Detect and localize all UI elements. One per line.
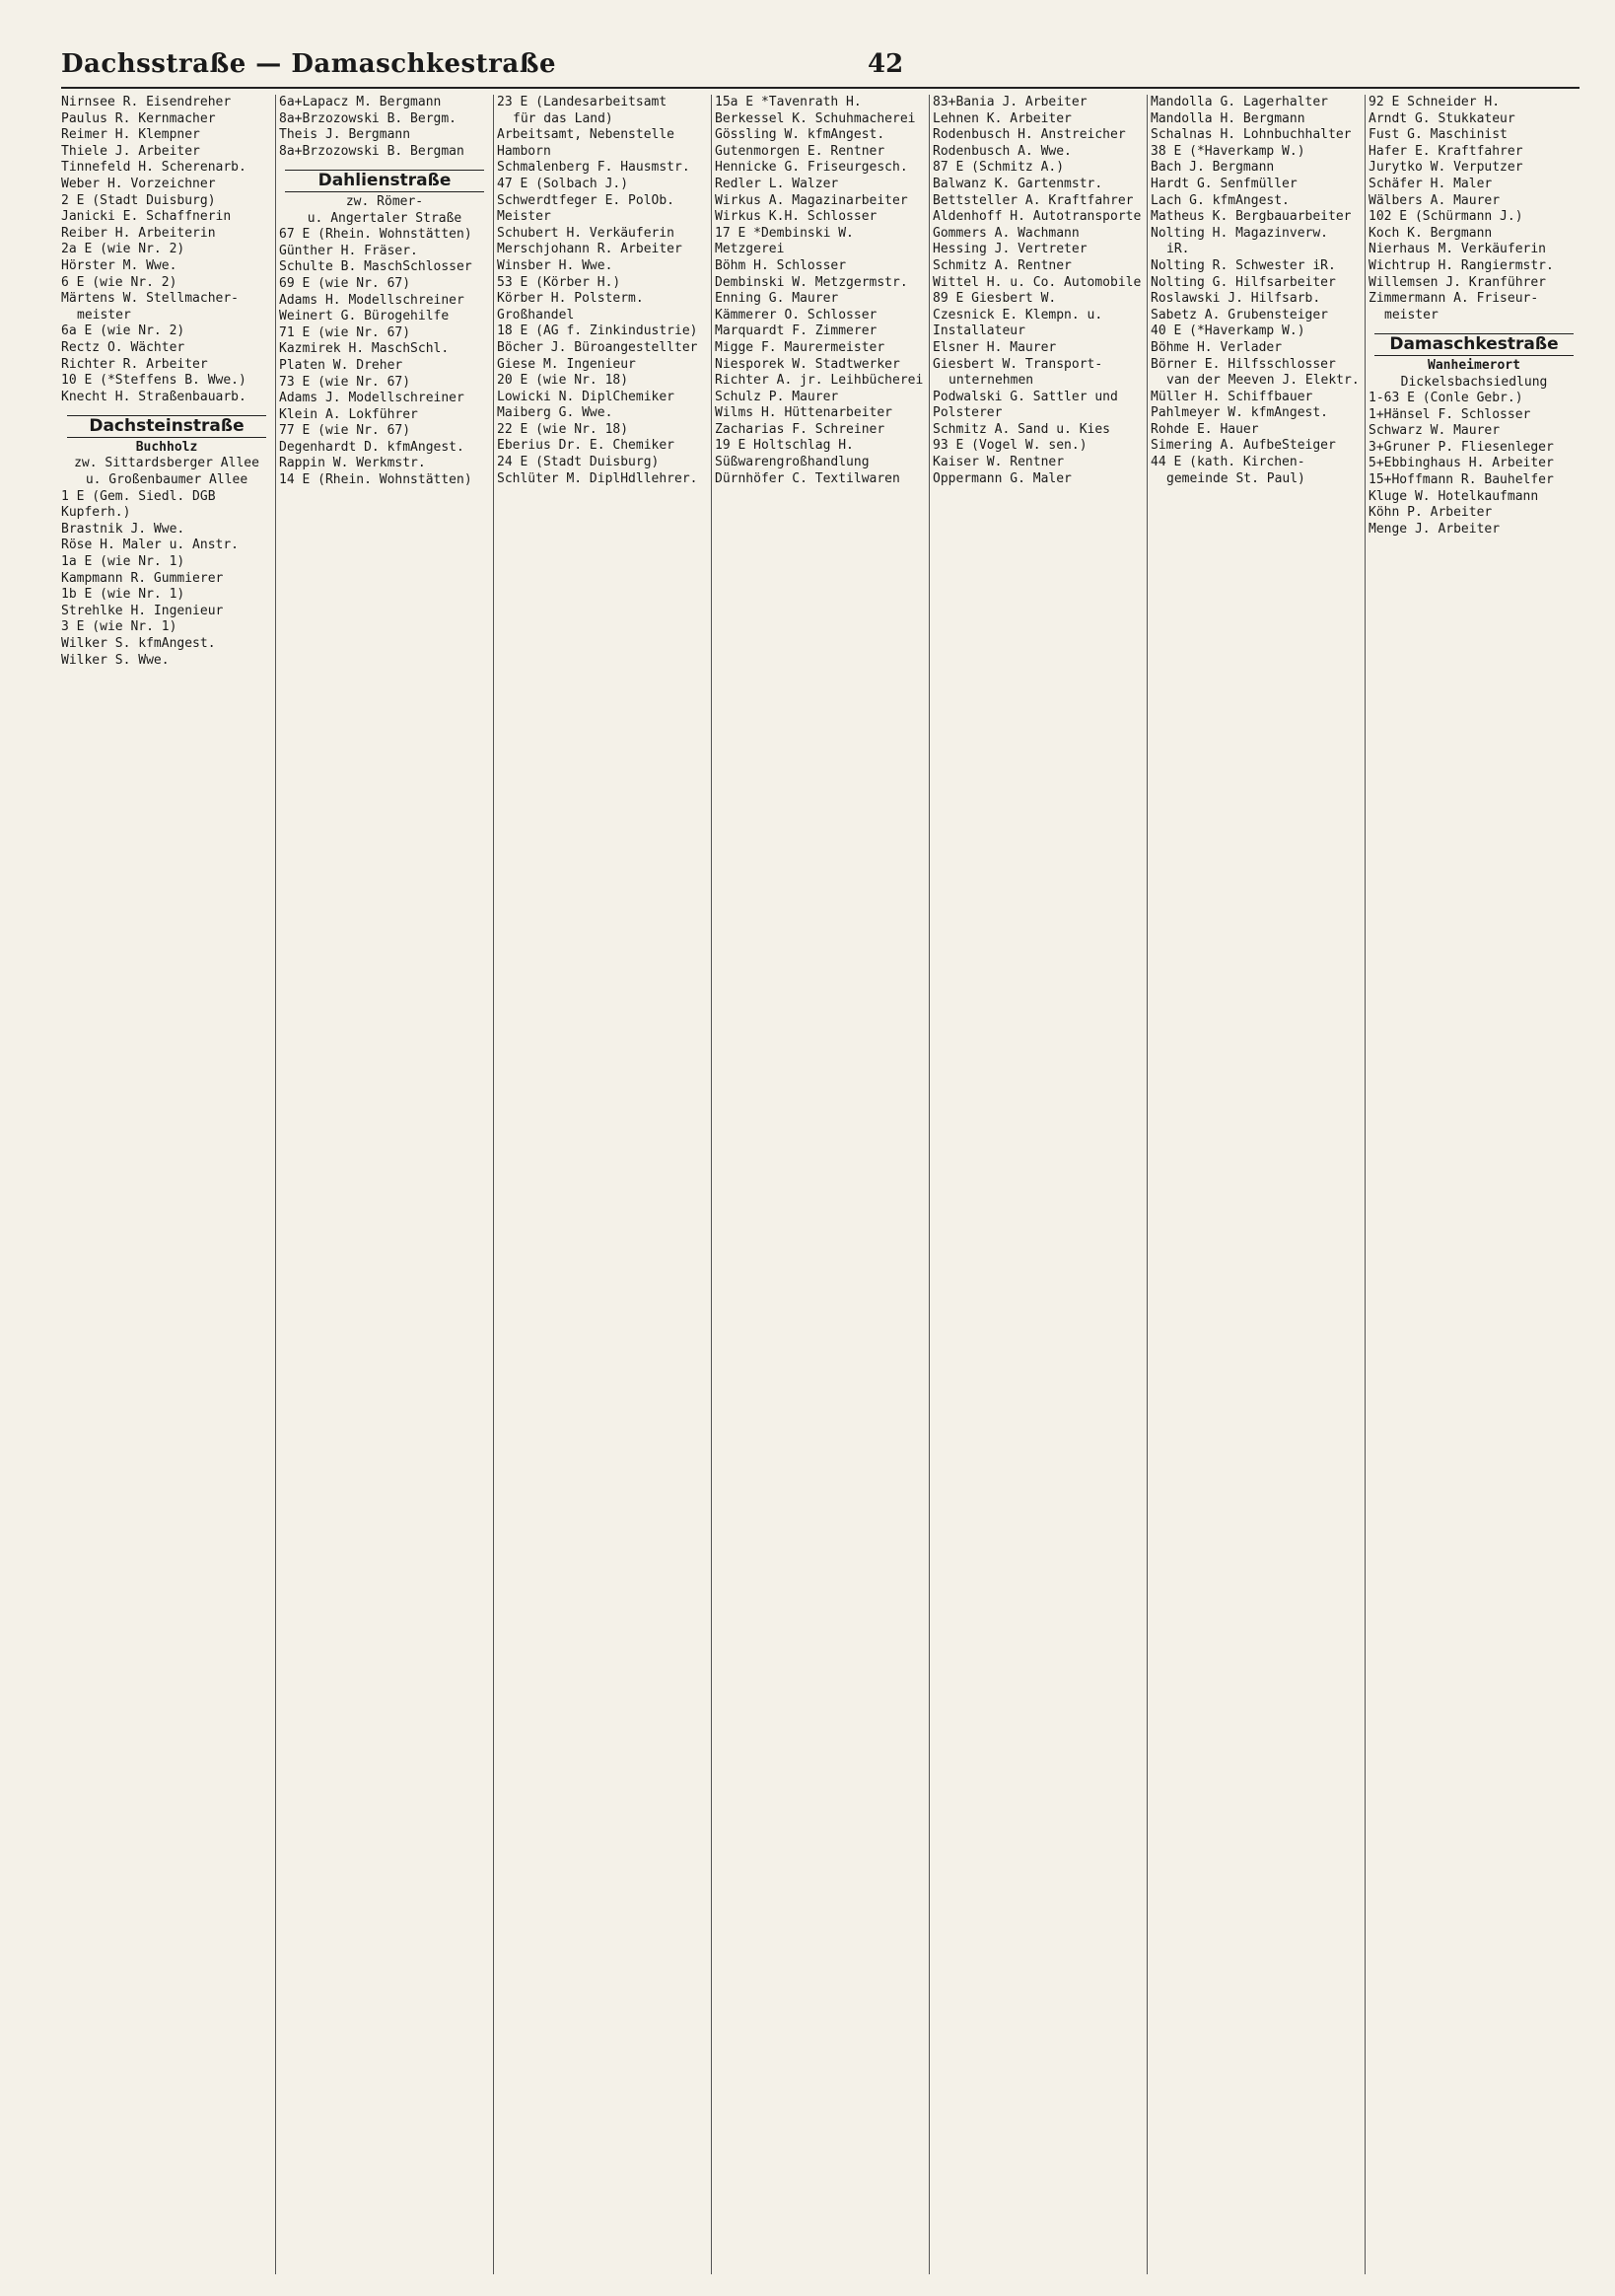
directory-column-7 bbox=[1369, 95, 1580, 2274]
directory-entry: 71 E (wie Nr. 67) bbox=[279, 324, 411, 340]
directory-entry: Nolting H. Magazinverw. bbox=[1151, 225, 1329, 241]
directory-entry: Rodenbusch H. Anstreicher bbox=[933, 127, 1126, 143]
directory-entry: 17 E *Dembinski W. bbox=[715, 225, 854, 241]
directory-entry: Thiele J. Arbeiter bbox=[61, 143, 200, 159]
directory-entry: Czesnick E. Klempn. u. bbox=[933, 307, 1103, 323]
directory-entry: 3 E (wie Nr. 1) bbox=[61, 619, 177, 635]
directory-column-3 bbox=[497, 95, 708, 2274]
directory-entry: Reimer H. Klempner bbox=[61, 127, 200, 143]
directory-entry: Schwarz W. Maurer bbox=[1369, 423, 1501, 439]
directory-entry: 24 E (Stadt Duisburg) bbox=[497, 455, 660, 470]
directory-entry: 87 E (Schmitz A.) bbox=[933, 160, 1065, 176]
page-title: Dachsstraße — Damaschkestraße bbox=[61, 49, 557, 79]
directory-entry: Richter A. jr. Leihbücherei bbox=[715, 373, 924, 389]
directory-entry: Winsber H. Wwe. bbox=[497, 257, 613, 273]
directory-entry: Rohde E. Hauer bbox=[1151, 421, 1259, 437]
directory-entry: Enning G. Maurer bbox=[715, 291, 839, 307]
directory-entry: Richter R. Arbeiter bbox=[61, 356, 208, 372]
page-header bbox=[61, 49, 1580, 83]
directory-entry: Knecht H. Straßenbauarb. bbox=[61, 389, 246, 404]
directory-entry: Schmalenberg F. Hausmstr. bbox=[497, 160, 690, 176]
directory-entry: 19 E Holtschlag H. bbox=[715, 438, 854, 454]
directory-entry: Wälbers A. Maurer bbox=[1369, 192, 1501, 208]
directory-entry: 5+Ebbinghaus H. Arbeiter bbox=[1369, 456, 1554, 471]
directory-entry: Wirkus K.H. Schlosser bbox=[715, 209, 878, 225]
location-note: u. Angertaler Straße bbox=[307, 210, 462, 226]
directory-entry: Nierhaus M. Verkäuferin bbox=[1369, 242, 1547, 257]
directory-entry: Marquardt F. Zimmerer bbox=[715, 323, 878, 339]
directory-entry: Janicki E. Schaffnerin bbox=[61, 209, 232, 225]
directory-entry: Paulus R. Kernmacher bbox=[61, 110, 216, 126]
directory-entry: Weber H. Vorzeichner bbox=[61, 176, 216, 191]
directory-entry: Dürnhöfer C. Textilwaren bbox=[715, 470, 900, 486]
directory-entry: 2 E (Stadt Duisburg) bbox=[61, 192, 216, 208]
directory-entry: Kazmirek H. MaschSchl. bbox=[279, 341, 450, 357]
directory-entry: 40 E (*Haverkamp W.) bbox=[1151, 323, 1305, 339]
directory-entry: 44 E (kath. Kirchen- bbox=[1151, 455, 1305, 470]
directory-entry: Hessing J. Vertreter bbox=[933, 242, 1088, 257]
directory-entry: Hamborn bbox=[497, 143, 551, 159]
directory-entry: 23 E (Landesarbeitsamt bbox=[497, 95, 667, 109]
directory-entry: für das Land) bbox=[513, 110, 613, 126]
directory-entry: 8a+Brzozowski B. Bergm. bbox=[279, 110, 457, 126]
column-divider bbox=[275, 95, 276, 2274]
directory-entry: 6a E (wie Nr. 2) bbox=[61, 323, 185, 339]
directory-entry: 20 E (wie Nr. 18) bbox=[497, 373, 629, 389]
directory-entry: Roslawski J. Hilfsarb. bbox=[1151, 291, 1321, 307]
directory-entry: 102 E (Schürmann J.) bbox=[1369, 209, 1523, 225]
directory-entry: Balwanz K. Gartenmstr. bbox=[933, 176, 1103, 191]
directory-entry: Pahlmeyer W. kfmAngest. bbox=[1151, 405, 1329, 421]
directory-entry: iR. bbox=[1166, 242, 1190, 257]
directory-entry: Tinnefeld H. Scherenarb. bbox=[61, 160, 246, 176]
header-rule bbox=[61, 87, 1580, 89]
directory-entry: Schlüter M. DiplHdllehrer. bbox=[497, 470, 698, 486]
directory-entry: Berkessel K. Schuhmacherei bbox=[715, 110, 916, 126]
directory-entry: Müller H. Schiffbauer bbox=[1151, 389, 1313, 404]
directory-entry: Adams H. Modellschreiner bbox=[279, 292, 464, 308]
directory-entry: Gössling W. kfmAngest. bbox=[715, 127, 885, 143]
directory-entry: Hennicke G. Friseurgesch. bbox=[715, 160, 908, 176]
directory-entry: Gutenmorgen E. Rentner bbox=[715, 143, 885, 159]
directory-entry: 22 E (wie Nr. 18) bbox=[497, 421, 629, 437]
location-note: u. Großenbaumer Allee bbox=[85, 472, 248, 488]
directory-entry: Hardt G. Senfmüller bbox=[1151, 176, 1298, 191]
directory-entry: Köhn P. Arbeiter bbox=[1369, 505, 1493, 521]
directory-entry: 53 E (Körber H.) bbox=[497, 274, 621, 290]
directory-entry: Schmitz A. Rentner bbox=[933, 257, 1072, 273]
directory-entry: 73 E (wie Nr. 67) bbox=[279, 374, 411, 390]
directory-entry: Großhandel bbox=[497, 307, 575, 323]
directory-entry: Schulz P. Maurer bbox=[715, 389, 839, 404]
directory-column-1 bbox=[61, 95, 272, 2274]
directory-entry: Niesporek W. Stadtwerker bbox=[715, 356, 900, 372]
directory-entry: meister bbox=[77, 307, 131, 323]
directory-entry: meister bbox=[1384, 307, 1439, 323]
directory-entry: Elsner H. Maurer bbox=[933, 339, 1057, 355]
column-divider bbox=[1147, 95, 1148, 2274]
directory-entry: Wilker S. Wwe. bbox=[61, 652, 170, 668]
directory-entry: Dembinski W. Metzgermstr. bbox=[715, 274, 908, 290]
directory-entry: Redler L. Walzer bbox=[715, 176, 839, 191]
directory-entry: Schalnas H. Lohnbuchhalter bbox=[1151, 127, 1352, 143]
directory-entry: Lehnen K. Arbeiter bbox=[933, 110, 1072, 126]
directory-entry: Degenhardt D. kfmAngest. bbox=[279, 439, 464, 455]
directory-entry: Theis J. Bergmann bbox=[279, 127, 411, 143]
directory-entry: Rodenbusch A. Wwe. bbox=[933, 143, 1072, 159]
directory-entry: Schubert H. Verkäuferin bbox=[497, 225, 675, 241]
directory-entry: Börner E. Hilfsschlosser bbox=[1151, 356, 1336, 372]
directory-entry: Lowicki N. DiplChemiker bbox=[497, 389, 675, 404]
directory-entry: Gommers A. Wachmann bbox=[933, 225, 1080, 241]
directory-entry: Oppermann G. Maler bbox=[933, 470, 1072, 486]
directory-entry: Maiberg G. Wwe. bbox=[497, 405, 613, 421]
directory-entry: Merschjohann R. Arbeiter bbox=[497, 242, 682, 257]
directory-entry: Mandolla H. Bergmann bbox=[1151, 110, 1305, 126]
directory-entry: Böhme H. Verlader bbox=[1151, 339, 1283, 355]
directory-column-4 bbox=[715, 95, 926, 2274]
directory-entry: 69 E (wie Nr. 67) bbox=[279, 275, 411, 291]
directory-entry: Schmitz A. Sand u. Kies bbox=[933, 421, 1111, 437]
district-label: Wanheimerort bbox=[1428, 357, 1520, 373]
directory-entry: Arbeitsamt, Nebenstelle bbox=[497, 127, 675, 143]
directory-entry: 2a E (wie Nr. 2) bbox=[61, 242, 185, 257]
directory-entry: Süßwarengroßhandlung bbox=[715, 455, 870, 470]
column-divider bbox=[929, 95, 930, 2274]
directory-entry: Wittel H. u. Co. Automobile bbox=[933, 274, 1142, 290]
directory-entry: Kaiser W. Rentner bbox=[933, 455, 1065, 470]
directory-entry: Sabetz A. Grubensteiger bbox=[1151, 307, 1329, 323]
location-note: zw. Römer- bbox=[345, 193, 424, 209]
directory-entry: Böhm H. Schlosser bbox=[715, 257, 847, 273]
directory-entry: Weinert G. Bürogehilfe bbox=[279, 309, 450, 324]
directory-entry: Klein A. Lokführer bbox=[279, 406, 418, 422]
directory-entry: Metzgerei bbox=[715, 242, 785, 257]
column-divider bbox=[493, 95, 494, 2274]
directory-entry: Märtens W. Stellmacher- bbox=[61, 291, 240, 307]
directory-entry: 1-63 E (Conle Gebr.) bbox=[1369, 391, 1523, 406]
directory-entry: 67 E (Rhein. Wohnstätten) bbox=[279, 227, 472, 243]
directory-entry: Körber H. Polsterm. bbox=[497, 291, 644, 307]
directory-entry: Wirkus A. Magazinarbeiter bbox=[715, 192, 908, 208]
directory-entry: Adams J. Modellschreiner bbox=[279, 391, 464, 406]
directory-entry: 15a E *Tavenrath H. bbox=[715, 95, 862, 109]
directory-entry: Mandolla G. Lagerhalter bbox=[1151, 95, 1329, 109]
directory-entry: unternehmen bbox=[948, 373, 1034, 389]
directory-entry: Platen W. Dreher bbox=[279, 357, 403, 373]
directory-column-2 bbox=[279, 95, 490, 2274]
column-divider bbox=[1365, 95, 1366, 2274]
directory-entry: Lach G. kfmAngest. bbox=[1151, 192, 1290, 208]
directory-entry: Nirnsee R. Eisendreher bbox=[61, 95, 232, 109]
directory-entry: 8a+Brzozowski B. Bergman bbox=[279, 143, 464, 159]
location-note: zw. Sittardsberger Allee bbox=[74, 456, 259, 471]
district-label: Buchholz bbox=[135, 439, 198, 455]
directory-entry: Kämmerer O. Schlosser bbox=[715, 307, 878, 323]
directory-entry: Arndt G. Stukkateur bbox=[1369, 110, 1515, 126]
directory-entry: Installateur bbox=[933, 323, 1025, 339]
directory-entry: 6a+Lapacz M. Bergmann bbox=[279, 95, 442, 109]
directory-entry: Schäfer H. Maler bbox=[1369, 176, 1493, 191]
directory-entry: Migge F. Maurermeister bbox=[715, 339, 885, 355]
directory-entry: Podwalski G. Sattler und bbox=[933, 389, 1118, 404]
directory-entry: Brastnik J. Wwe. bbox=[61, 521, 185, 537]
directory-entry: Schwerdtfeger E. PolOb. bbox=[497, 192, 675, 208]
directory-entry: Günther H. Fräser. bbox=[279, 243, 418, 258]
directory-entry: Wilms H. Hüttenarbeiter bbox=[715, 405, 893, 421]
directory-column-5 bbox=[933, 95, 1144, 2274]
directory-entry: 10 E (*Steffens B. Wwe.) bbox=[61, 373, 246, 389]
directory-entry: Bettsteller A. Kraftfahrer bbox=[933, 192, 1134, 208]
location-note: Dickelsbachsiedlung bbox=[1400, 374, 1548, 390]
directory-entry: 89 E Giesbert W. bbox=[933, 291, 1057, 307]
directory-entry: Giese M. Ingenieur bbox=[497, 356, 636, 372]
directory-entry: 47 E (Solbach J.) bbox=[497, 176, 629, 191]
directory-entry: Nolting R. Schwester iR. bbox=[1151, 257, 1336, 273]
directory-entry: 77 E (wie Nr. 67) bbox=[279, 423, 411, 439]
directory-entry: Bach J. Bergmann bbox=[1151, 160, 1275, 176]
directory-entry: Zimmermann A. Friseur- bbox=[1369, 291, 1539, 307]
directory-entry: Kupferh.) bbox=[61, 505, 131, 521]
directory-entry: gemeinde St. Paul) bbox=[1166, 470, 1305, 486]
page-number: 42 bbox=[868, 49, 904, 79]
directory-entry: Rappin W. Werkmstr. bbox=[279, 456, 426, 471]
directory-entry: Polsterer bbox=[933, 405, 1003, 421]
directory-entry: van der Meeven J. Elektr. bbox=[1166, 373, 1360, 389]
directory-entry: 15+Hoffmann R. Bauhelfer bbox=[1369, 472, 1554, 488]
directory-entry: 83+Bania J. Arbeiter bbox=[933, 95, 1088, 109]
directory-entry: 1 E (Gem. Siedl. DGB bbox=[61, 488, 216, 504]
directory-entry: Menge J. Arbeiter bbox=[1369, 521, 1501, 537]
directory-entry: Fust G. Maschinist bbox=[1369, 127, 1508, 143]
directory-column-6 bbox=[1151, 95, 1362, 2274]
directory-entry: Hafer E. Kraftfahrer bbox=[1369, 143, 1523, 159]
directory-entry: Zacharias F. Schreiner bbox=[715, 421, 885, 437]
directory-entry: 1+Hänsel F. Schlosser bbox=[1369, 406, 1531, 422]
street-heading: Dachsteinstraße bbox=[67, 415, 266, 438]
directory-entry: Kampmann R. Gummierer bbox=[61, 570, 224, 586]
directory-entry: Willemsen J. Kranführer bbox=[1369, 274, 1547, 290]
directory-entry: Wilker S. kfmAngest. bbox=[61, 636, 216, 651]
directory-entry: Rectz O. Wächter bbox=[61, 339, 185, 355]
directory-entry: 93 E (Vogel W. sen.) bbox=[933, 438, 1088, 454]
directory-entry: Böcher J. Büroangestellter bbox=[497, 339, 698, 355]
directory-entry: Koch K. Bergmann bbox=[1369, 225, 1493, 241]
directory-entry: 38 E (*Haverkamp W.) bbox=[1151, 143, 1305, 159]
directory-entry: Giesbert W. Transport- bbox=[933, 356, 1103, 372]
directory-entry: 6 E (wie Nr. 2) bbox=[61, 274, 177, 290]
directory-entry: Jurytko W. Verputzer bbox=[1369, 160, 1523, 176]
directory-entry: 18 E (AG f. Zinkindustrie) bbox=[497, 323, 698, 339]
directory-entry: Meister bbox=[497, 209, 551, 225]
directory-entry: Strehlke H. Ingenieur bbox=[61, 603, 224, 618]
directory-entry: Aldenhoff H. Autotransporte bbox=[933, 209, 1142, 225]
directory-entry: Nolting G. Hilfsarbeiter bbox=[1151, 274, 1336, 290]
street-heading: Dahlienstraße bbox=[285, 170, 484, 192]
directory-entry: Kluge W. Hotelkaufmann bbox=[1369, 488, 1539, 504]
directory-entry: 3+Gruner P. Fliesenleger bbox=[1369, 439, 1554, 455]
directory-entry: Matheus K. Bergbauarbeiter bbox=[1151, 209, 1352, 225]
directory-entry: Wichtrup H. Rangiermstr. bbox=[1369, 257, 1554, 273]
directory-entry: Röse H. Maler u. Anstr. bbox=[61, 538, 240, 553]
column-divider bbox=[711, 95, 712, 2274]
directory-entry: 92 E Schneider H. bbox=[1369, 95, 1501, 109]
directory-entry: Hörster M. Wwe. bbox=[61, 257, 177, 273]
directory-entry: Schulte B. MaschSchlosser bbox=[279, 259, 472, 275]
directory-entry: Simering A. AufbeSteiger bbox=[1151, 438, 1336, 454]
directory-entry: 14 E (Rhein. Wohnstätten) bbox=[279, 472, 472, 488]
directory-entry: 1a E (wie Nr. 1) bbox=[61, 554, 185, 570]
street-heading: Damaschkestraße bbox=[1374, 333, 1574, 356]
directory-entry: 1b E (wie Nr. 1) bbox=[61, 587, 185, 603]
directory-entry: Eberius Dr. E. Chemiker bbox=[497, 438, 675, 454]
directory-entry: Reiber H. Arbeiterin bbox=[61, 225, 216, 241]
